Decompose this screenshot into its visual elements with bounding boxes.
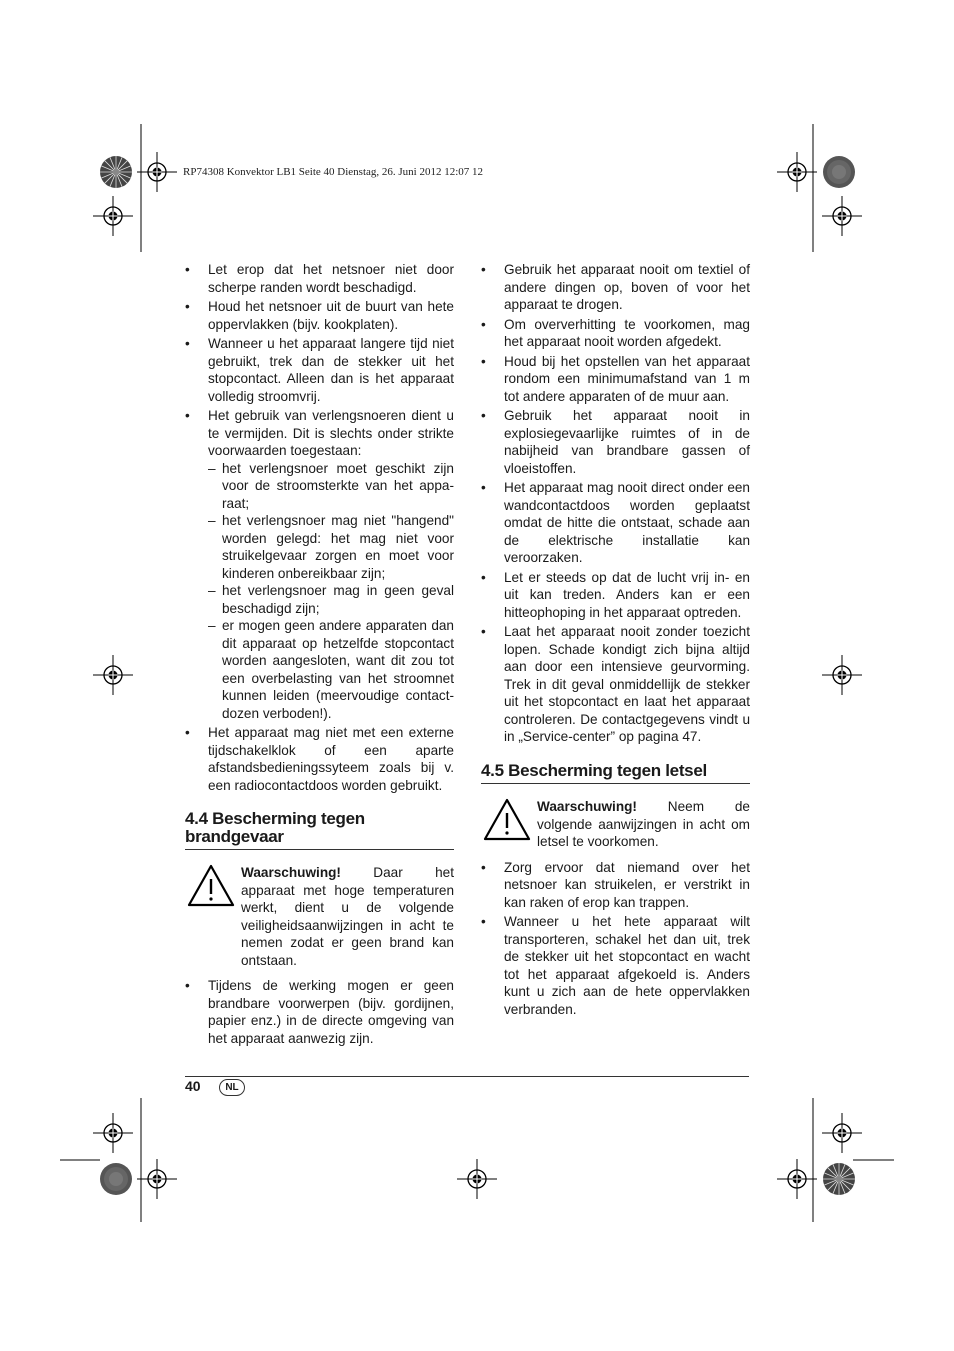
list-item: • Om oververhitting te voorkomen, mag het apparaat nooit worden afgedekt. <box>481 316 750 351</box>
list-item: • Houd bij het opstellen van het apparaat rondom een minimumafstand van 1 m tot andere apparaten of de muur aan. <box>481 353 750 406</box>
print-slug: RP74308 Konvektor LB1 Seite 40 Dienstag, 26. Juni 2012 12:07 12 <box>183 166 484 178</box>
list-item: • Het apparaat mag nooit direct onder een wandcontactdoos worden geplaatst omdat de hitte die ontstaat, schade aan de elektrische installatie kan veroorzaken. <box>481 479 750 567</box>
dash-item: – het verlengsnoer mag niet "hangend" worden gelegd: het mag niet voor struikelgevaar zorgen en moet voor kinderen onbereikbaar zijn; <box>208 512 454 582</box>
list-item-text: Het gebruik van verlengsnoeren dient u te vermijden. Dit is slechts onder strikte voorwaarden toegestaan: <box>208 408 454 458</box>
list-item: • Let er steeds op dat de lucht vrij in- en uit kan treden. Anders kan er een hitteophoping in het apparaat optreden. <box>481 569 750 622</box>
warning-text: Neem de volgende aanwijzingen in acht om letsel te voorkomen. <box>537 799 750 849</box>
dash-item: – het verlengsnoer mag in geen geval beschadigd zijn; <box>208 582 454 617</box>
dash-item: – er mogen geen andere apparaten dan dit apparaat op hetzelfde stopcontact worden aangesloten, want dit zou tot een overbelasting van het stroomnet kunnen leiden (meervoudige contact-dozen verboden!). <box>208 617 454 722</box>
language-badge: NL <box>219 1079 245 1096</box>
footer-rule <box>185 1076 749 1077</box>
list-item: • Wanneer u het apparaat langere tijd niet gebruikt, trek dan de stekker uit het stopcontact. Alleen dan is het apparaat volledig stroomvrij. <box>185 335 454 405</box>
list-item: • Let erop dat het netsnoer niet door scherpe randen wordt beschadigd. <box>185 261 454 296</box>
warning-block <box>185 864 454 969</box>
warning-triangle-icon <box>483 798 531 842</box>
left-bullet-list-end <box>185 977 454 1047</box>
list-item: • Wanneer u het hete apparaat wilt transporteren, schakel het dan uit, trek de stekker uit het stopcontact en wacht tot het apparaat afgekoeld is. Anders kunt u zich aan de hete oppervlakken verbranden. <box>481 913 750 1018</box>
left-bullet-list <box>185 261 454 794</box>
warning-text: Daar het apparaat met hoge temperaturen werkt, dient u de volgende veiligheidsaanwijzingen in acht te nemen zodat er geen brand kan ontstaan. <box>241 865 454 968</box>
section-heading-4-5: 4.5 Bescherming tegen letsel <box>481 762 750 785</box>
list-item: • Zorg ervoor dat niemand over het netsnoer kan struikelen, er verstrikt in kan raken of erop kan trappen. <box>481 859 750 912</box>
warning-triangle-icon <box>187 864 235 908</box>
warning-label: Waarschuwing! <box>537 799 637 814</box>
list-item: • Houd het netsnoer uit de buurt van hete oppervlakken (bijv. kookplaten). <box>185 298 454 333</box>
dash-item: – het verlengsnoer moet geschikt zijn voor de stroomsterkte van het appa-raat; <box>208 460 454 513</box>
page-number: 40 <box>185 1078 201 1094</box>
list-item: • Tijdens de werking mogen er geen brandbare voorwerpen (bijv. gordijnen, papier enz.) in de directe omgeving van het apparaat aanwezig zijn. <box>185 977 454 1047</box>
dash-list <box>208 460 454 723</box>
warning-label: Waarschuwing! <box>241 865 341 880</box>
right-bullet-list <box>481 261 750 746</box>
right-bullet-list-end <box>481 859 750 1019</box>
list-item: • Gebruik het apparaat nooit in explosiegevaarlijke ruimtes of in de nabijheid van brandbare gassen of vloeistoffen. <box>481 407 750 477</box>
list-item <box>185 407 454 722</box>
warning-block <box>481 798 750 851</box>
right-column <box>481 261 750 1020</box>
list-item: • Gebruik het apparaat nooit om textiel of andere dingen op, boven of voor het apparaat te drogen. <box>481 261 750 314</box>
list-item: • Het apparaat mag niet met een externe tijdschakelklok of een aparte afstandsbedieningssyteem zoals bij v. een radiocontactdoos worden gebruikt. <box>185 724 454 794</box>
section-heading-4-4: 4.4 Bescherming tegen brandgevaar <box>185 810 454 850</box>
left-column <box>185 261 454 1049</box>
list-item: • Laat het apparaat nooit zonder toezicht lopen. Schade kondigt zich bijna altijd aan door een intensieve geurvorming. Trek in dit geval onmiddellijk de stekker uit het stopcontact en laat het apparaat controleren. De contactgegevens vindt u in „Service-center” op pagina 47. <box>481 623 750 746</box>
